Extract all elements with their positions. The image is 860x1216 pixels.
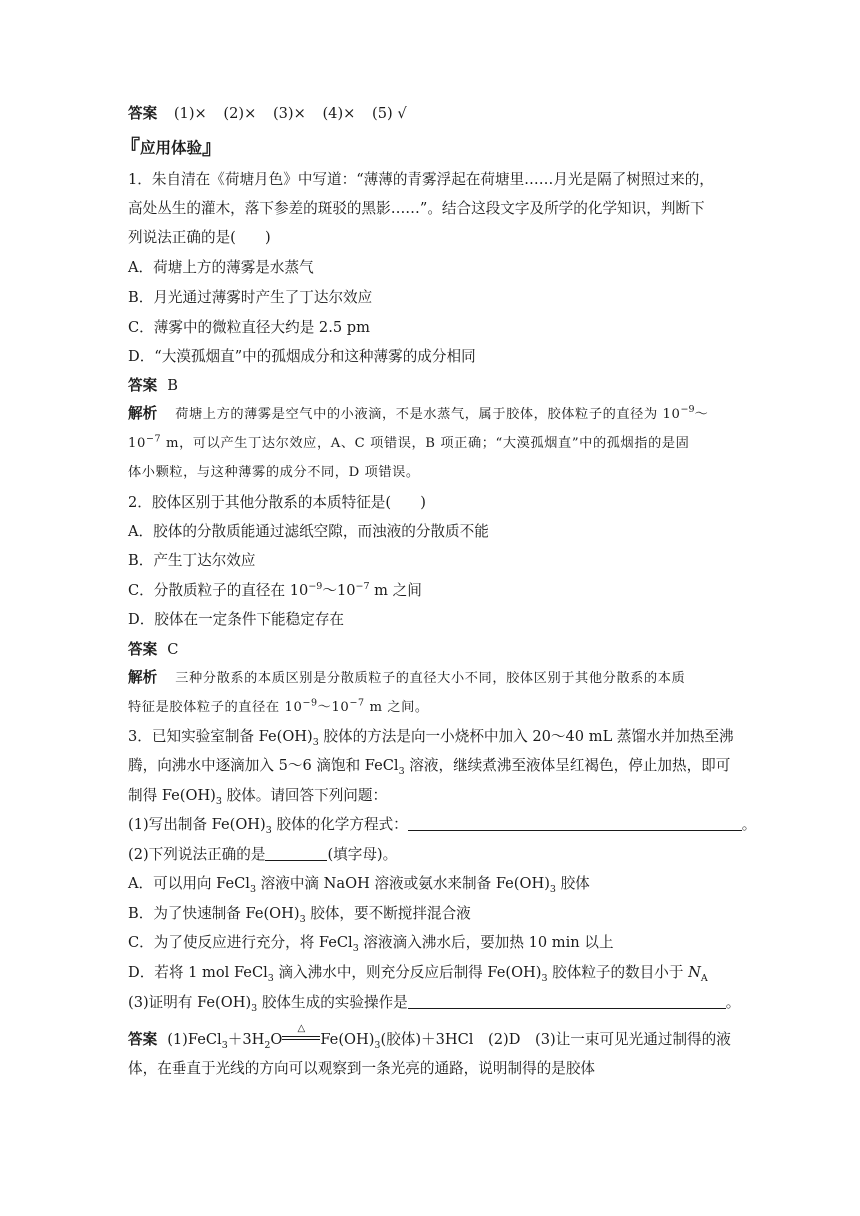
answer-value: B [167,377,178,394]
stem-text: 胶体。请回答下列问题： [221,787,388,804]
analysis-text: ～10 [317,700,350,715]
subscript: 3 [221,1039,228,1051]
analysis-text: 荷塘上方的薄雾是空气中的小液滴，不是水蒸气，属于胶体，胶体粒子的直径为 10 [175,407,681,422]
q3-option-c [128,933,614,953]
q1-stem-line-1: 1．朱自清在《荷塘月色》中写道：“薄薄的青雾浮起在荷塘里……月光是隔了树照过来的， [128,171,714,188]
exponent: −7 [145,433,162,445]
subscript: A [700,972,708,984]
q3-stem-line-3 [128,786,387,806]
analysis-tag: 解析 [128,405,158,422]
q2-stem: 2．胶体区别于其他分散系的本质特征是( ) [128,494,426,511]
analysis-text: 10 [128,436,146,451]
subscript: 3 [299,913,306,925]
option-text: C．分散质粒子的直径在 10 [128,582,309,599]
subscript: 3 [549,883,556,895]
q1-stem-line-2: 高处丛生的灌木，落下参差的斑驳的黑影……”。结合这段文字及所学的化学知识，判断下 [128,200,705,217]
q1-option-b: B．月光通过薄雾时产生了丁达尔效应 [128,289,373,306]
answer-text: O [270,1031,283,1048]
subscript: 3 [265,824,272,836]
q1-option-c: C．薄雾中的微粒直径大约是 2.5 pm [128,319,370,336]
question-text: 。 [725,994,741,1011]
question-text: 。 [741,816,757,833]
stem-text: 3．已知实验室制备 Fe(OH) [128,728,313,745]
q1-option-d: D．“大漠孤烟直”中的孤烟成分和这种薄雾的成分相同 [128,348,476,365]
q2-analysis-line-2 [128,698,429,718]
question-text: (1)写出制备 Fe(OH) [128,816,266,833]
avogadro-symbol: N [688,964,701,981]
exponent: −7 [349,697,365,709]
answer-blank[interactable] [265,846,327,861]
answer-text: ＋3H [227,1031,265,1048]
stem-text: 制得 Fe(OH) [128,787,216,804]
stem-text: 胶体的方法是向一小烧杯中加入 20～40 mL 蒸馏水并加热至沸 [318,728,734,745]
subscript: 3 [398,765,405,777]
question-text: (填字母)。 [327,846,398,863]
question-text: 胶体生成的实验操作是 [257,994,408,1011]
section-title-text: 应用体验 [140,138,203,157]
q1-analysis-line-2 [128,434,689,454]
subscript: 3 [267,972,274,984]
previous-answer-line [128,104,419,124]
option-text: A．可以用向 FeCl [128,875,250,892]
q2-analysis-line-1 [128,668,685,689]
q3-sub-question-2 [128,845,397,865]
analysis-text: 三种分散系的本质区别是分散质粒子的直径大小不同，胶体区别于其他分散系的本质 [175,671,686,686]
subscript: 3 [541,972,548,984]
answer-item: (1)× [173,105,207,122]
option-text: 胶体，要不断搅拌混合液 [305,905,471,922]
answer-tag: 答案 [128,105,158,122]
q3-sub-question-1 [128,815,756,835]
stem-text: 腾，向沸水中逐滴加入 5～6 滴饱和 FeCl [128,757,399,774]
q1-analysis-line-3: 体小颗粒，与这种薄雾的成分不同，D 项错误。 [128,465,420,480]
question-text: 胶体的化学方程式： [271,816,408,833]
q3-sub-question-3 [128,993,740,1013]
q1-stem-line-3: 列说法正确的是( ) [128,229,271,246]
subscript: 2 [264,1039,271,1051]
option-text: D．若将 1 mol FeCl [128,964,268,981]
answer-item: (4)× [322,105,356,122]
q2-option-c [128,581,422,601]
question-text: (2)下列说法正确的是 [128,846,266,863]
analysis-text: m，可以产生丁达尔效应，A、C 项错误，B 项正确；“大漠孤烟直”中的孤烟指的是固 [161,436,690,451]
option-text: 胶体粒子的数目小于 [547,964,689,981]
bracket-close: 』 [202,135,223,159]
option-text: 溶液滴入沸水后，要加热 10 min 以上 [358,934,614,951]
answer-tag: 答案 [128,1031,158,1048]
stem-text: 溶液，继续煮沸至液体呈红褐色，停止加热，即可 [404,757,731,774]
q3-answer-line-2: 体，在垂直于光线的方向可以观察到一条光亮的通路，说明制得的是胶体 [128,1060,596,1077]
exponent: −9 [680,404,695,416]
answer-item: (2)× [223,105,257,122]
answer-tag: 答案 [128,641,158,658]
q2-option-d: D．胶体在一定条件下能稳定存在 [128,611,345,628]
analysis-tag: 解析 [128,669,158,686]
option-text: 滴入沸水中，则充分反应后制得 Fe(OH) [273,964,542,981]
answer-value: C [167,641,179,658]
bracket-open: 『 [120,135,140,159]
answer-item: (3)× [272,105,306,122]
answer-item: (5) √ [372,105,407,122]
q3-option-a [128,874,590,894]
analysis-text: ～ [694,407,709,422]
answer-blank[interactable] [408,994,726,1009]
subscript: 3 [352,942,359,954]
section-title [120,135,222,159]
subscript: 3 [374,1039,381,1051]
q3-stem-line-2 [128,756,730,776]
option-text: B．为了快速制备 Fe(OH) [128,905,300,922]
subscript: 3 [251,1002,258,1014]
answer-text: (胶体)＋3HCl (2)D (3)让一束可见光通过制得的液 [380,1031,731,1048]
option-text: C．为了使反应进行充分，将 FeCl [128,934,353,951]
question-text: (3)证明有 Fe(OH) [128,994,252,1011]
delta-symbol: △ [297,1023,306,1034]
q2-option-a: A．胶体的分散质能通过滤纸空隙，而浊液的分散质不能 [128,523,489,540]
analysis-text: m 之间。 [364,700,429,715]
exponent: −7 [355,581,370,593]
option-text: 溶液中滴 NaOH 溶液或氨水来制备 Fe(OH) [256,875,550,892]
q2-option-b: B．产生丁达尔效应 [128,552,256,569]
q2-answer [128,640,178,660]
subscript: 3 [249,883,256,895]
q3-answer-line-1 [128,1023,731,1051]
answer-blank[interactable] [408,816,742,831]
q3-option-d [128,963,708,983]
option-text: ～10 [322,582,356,599]
exponent: −9 [302,697,318,709]
heating-arrow [282,1023,320,1050]
subscript: 3 [312,736,319,748]
exponent: −9 [308,581,323,593]
q1-option-a: A．荷塘上方的薄雾是水蒸气 [128,259,314,276]
option-text: 胶体 [555,875,590,892]
option-text: m 之间 [369,582,422,599]
analysis-text: 特征是胶体粒子的直径在 10 [128,700,303,715]
answer-text: Fe(OH) [320,1031,375,1048]
q3-option-b [128,904,471,924]
q1-analysis-line-1 [128,404,708,425]
answer-tag: 答案 [128,377,158,394]
q1-answer [128,376,178,396]
subscript: 3 [215,795,222,807]
q3-stem-line-1 [128,727,734,747]
answer-text: (1)FeCl [167,1031,222,1048]
